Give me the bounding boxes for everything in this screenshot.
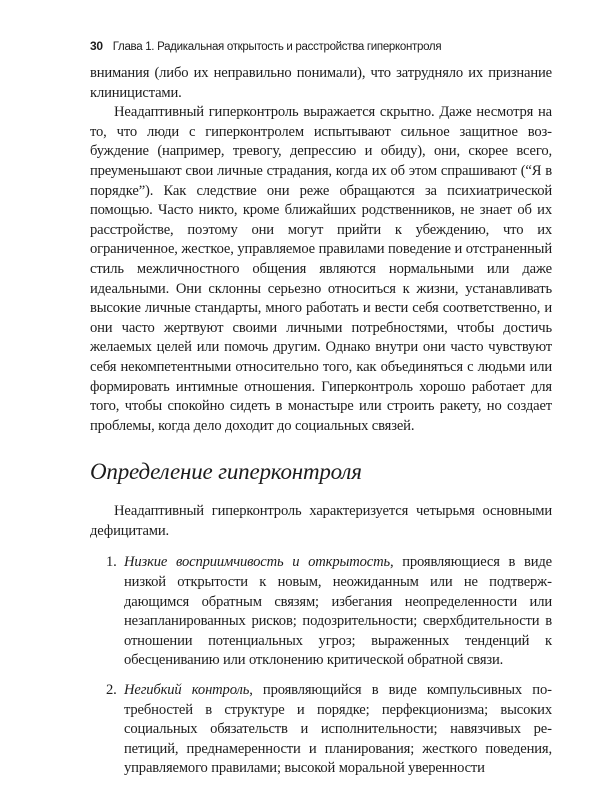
- chapter-title: Глава 1. Радикальная открытость и расстройства гиперконтроля: [112, 41, 442, 53]
- list-item: [90, 553, 552, 671]
- paragraph-covert-overcontrol: Неадаптивный гиперконтроль выражается скрытно. Даже несмотря на то, что люди с гиперконтролем испытывают сильное защитное возбуждение (например, тревогу, депрессию и обиду), они, скорее всего, преуменьшают свои личные страдания, когда их об этом спрашивают (“Я в порядке”). Как следствие они реже обращаются за психиатрической помощью. Часто никто, кроме ближайших родственников, не знает об их расстройстве, поэтому они могут прийти к убеждению, что их ограниченное, жесткое, управляемое правилами поведение и отстраненный стиль межличностного общения являются нормальными или даже идеальными. Они склонны серьезно относиться к жизни, устанавливать высокие личные стандарты, много работать и вести себя соответственно, и они часто жертвуют своими личными потребностями, чтобы достичь желаемых целей или помочь другим. Однако внутри они часто чувствуют себя некомпетентными относительно того, как объединяться с людьми или формировать интимные отношения. Гиперконтроль хорошо работает для того, чтобы спокойно сидеть в монастыре или строить ракету, но создает проблемы, когда дело доходит до социальных связей.: [90, 104, 552, 434]
- list-item-text: , проявляющиеся в виде низкой открытости к новым, неожиданным или не подтверждающимся обратным связям; избегания неопределенности или незапланированных рисков; подозрительности; сверхбдительности в отношении потенциальных угроз; выраженных тенденций к обесцениванию или отклонению критической обратной связи.: [124, 554, 552, 669]
- deficits-list: [90, 553, 552, 779]
- list-marker: 2.: [106, 682, 117, 699]
- paragraph-continuation: внимания (либо их неправильно понимали), что затрудняло их признание клиницистами.: [90, 65, 552, 101]
- list-marker: 1.: [106, 554, 117, 571]
- section-intro: Неадаптивный гиперконтроль характеризуется четырьмя основными дефицитами.: [90, 503, 552, 539]
- page-number: 30: [90, 39, 103, 53]
- section-heading: Определение гиперконтроля: [90, 459, 362, 485]
- list-item: [90, 681, 552, 779]
- body-text: [90, 64, 552, 789]
- list-item-text: , проявляющийся в виде компульсивных потребностей в структуре и порядке; перфекционизма; высоких социальных обязательств и исполнительности; навязчивых репетиций, преднамеренности и планирования; жесткого поведения, управляемого правилами; высокой моральной уверенности: [124, 682, 552, 777]
- list-item-term: Низкие восприимчивость и открытость: [124, 554, 390, 571]
- running-header: [90, 38, 560, 55]
- list-item-term: Негибкий контроль: [124, 682, 250, 699]
